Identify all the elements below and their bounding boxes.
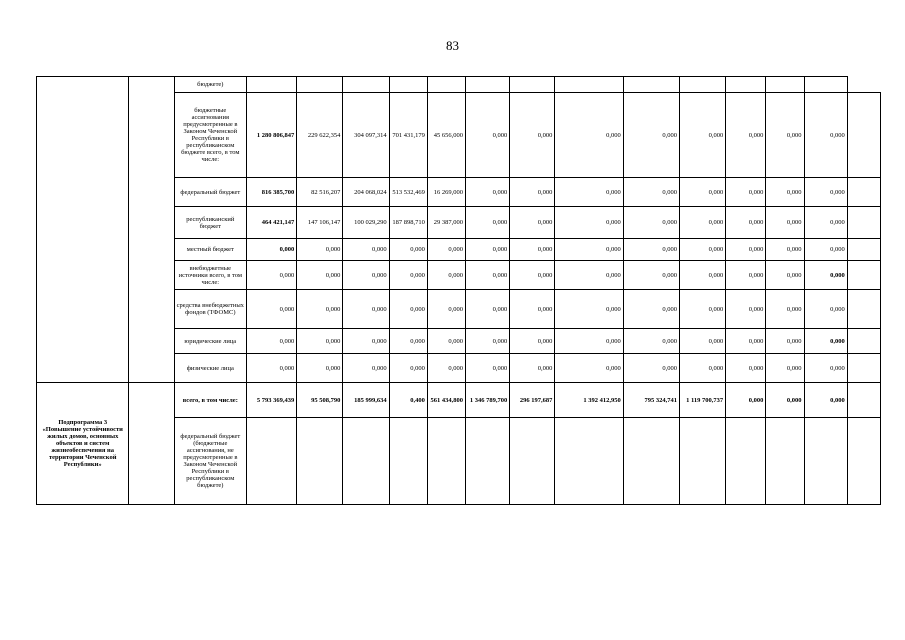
empty-cell bbox=[343, 418, 389, 505]
source-label: местный бюджет bbox=[174, 239, 246, 261]
value-cell: 0,000 bbox=[465, 93, 509, 178]
empty-cell bbox=[847, 239, 880, 261]
subprogram-title: Подпрограмма 3 «Повышение устойчивости жилых домов, основных объектов и систем жизнеобеспечения на территории Чеченской Республики» bbox=[37, 383, 129, 505]
empty-cell bbox=[246, 418, 296, 505]
value-cell: 0,000 bbox=[766, 207, 804, 239]
empty-cell bbox=[847, 329, 880, 354]
empty-cell bbox=[804, 418, 847, 505]
source-label: бюджете) bbox=[174, 77, 246, 93]
value-cell: 0,000 bbox=[804, 354, 847, 383]
value-cell: 0,000 bbox=[389, 329, 427, 354]
value-cell: 0,000 bbox=[804, 239, 847, 261]
value-cell: 187 898,710 bbox=[389, 207, 427, 239]
empty-cell bbox=[766, 418, 804, 505]
executor-cell bbox=[129, 383, 174, 505]
value-cell: 0,000 bbox=[343, 329, 389, 354]
total-cell: 464 421,147 bbox=[246, 207, 296, 239]
value-cell: 0,000 bbox=[726, 383, 766, 418]
value-cell: 0,000 bbox=[427, 239, 465, 261]
source-label: средства внебюджетных фондов (ТФОМС) bbox=[174, 290, 246, 329]
value-cell: 0,000 bbox=[726, 354, 766, 383]
empty-cell bbox=[847, 354, 880, 383]
value-cell: 561 434,800 bbox=[427, 383, 465, 418]
value-cell: 0,000 bbox=[510, 207, 555, 239]
value-cell: 0,000 bbox=[623, 239, 679, 261]
total-cell: 0,000 bbox=[246, 354, 296, 383]
value-cell: 0,000 bbox=[679, 290, 725, 329]
source-label: внебюджетные источники всего, в том числе: bbox=[174, 261, 246, 290]
empty-cell bbox=[847, 418, 880, 505]
value-cell: 0,000 bbox=[343, 354, 389, 383]
value-cell: 0,000 bbox=[726, 178, 766, 207]
value-cell: 0,400 bbox=[389, 383, 427, 418]
value-cell: 0,000 bbox=[804, 178, 847, 207]
page-number: 83 bbox=[446, 38, 459, 53]
value-cell: 795 324,741 bbox=[623, 383, 679, 418]
value-cell: 100 029,290 bbox=[343, 207, 389, 239]
value-cell: 0,000 bbox=[297, 261, 343, 290]
value-cell: 1 346 789,700 bbox=[465, 383, 509, 418]
value-cell: 0,000 bbox=[623, 207, 679, 239]
value-cell: 229 622,354 bbox=[297, 93, 343, 178]
value-cell: 0,000 bbox=[679, 354, 725, 383]
value-cell: 0,000 bbox=[679, 329, 725, 354]
value-cell: 0,000 bbox=[555, 239, 623, 261]
empty-cell bbox=[847, 207, 880, 239]
value-cell: 0,000 bbox=[297, 290, 343, 329]
value-cell: 0,000 bbox=[465, 239, 509, 261]
value-cell: 0,000 bbox=[766, 290, 804, 329]
value-cell: 0,000 bbox=[804, 290, 847, 329]
source-label: физические лица bbox=[174, 354, 246, 383]
value-cell: 0,000 bbox=[510, 261, 555, 290]
value-cell: 0,000 bbox=[623, 93, 679, 178]
value-cell: 304 097,314 bbox=[343, 93, 389, 178]
value-cell: 0,000 bbox=[623, 290, 679, 329]
value-cell: 0,000 bbox=[465, 207, 509, 239]
empty-cell bbox=[847, 178, 880, 207]
value-cell: 0,000 bbox=[623, 354, 679, 383]
source-label: всего, в том числе: bbox=[174, 383, 246, 418]
value-cell: 0,000 bbox=[623, 178, 679, 207]
value-cell: 0,000 bbox=[465, 178, 509, 207]
value-cell: 0,000 bbox=[510, 93, 555, 178]
value-cell: 0,000 bbox=[679, 261, 725, 290]
empty-cell bbox=[847, 290, 880, 329]
value-cell: 0,000 bbox=[766, 383, 804, 418]
value-cell: 1 119 700,737 bbox=[679, 383, 725, 418]
value-cell: 0,000 bbox=[510, 239, 555, 261]
empty-cell bbox=[726, 418, 766, 505]
value-cell: 0,000 bbox=[726, 329, 766, 354]
value-cell: 0,000 bbox=[555, 207, 623, 239]
value-cell: 0,000 bbox=[555, 329, 623, 354]
value-cell: 0,000 bbox=[766, 261, 804, 290]
value-cell: 0,000 bbox=[427, 354, 465, 383]
value-cell: 0,000 bbox=[766, 329, 804, 354]
value-cell: 0,000 bbox=[804, 93, 847, 178]
value-cell: 0,000 bbox=[766, 354, 804, 383]
value-cell: 0,000 bbox=[726, 93, 766, 178]
empty-cell bbox=[847, 383, 880, 418]
value-cell: 0,000 bbox=[726, 207, 766, 239]
budget-table bbox=[36, 76, 881, 505]
empty-cell bbox=[847, 261, 880, 290]
value-cell: 0,000 bbox=[679, 239, 725, 261]
value-cell: 0,000 bbox=[726, 239, 766, 261]
value-cell: 16 269,000 bbox=[427, 178, 465, 207]
value-cell: 0,000 bbox=[555, 261, 623, 290]
value-cell: 0,000 bbox=[427, 329, 465, 354]
value-cell: 204 068,024 bbox=[343, 178, 389, 207]
value-cell: 0,000 bbox=[804, 207, 847, 239]
total-cell: 0,000 bbox=[246, 261, 296, 290]
value-cell: 0,000 bbox=[343, 290, 389, 329]
source-label: бюджетные ассигнования предусмотренные в Законом Чеченской Республики в республиканском бюджете всего, в том числе: bbox=[174, 93, 246, 178]
value-cell: 296 197,687 bbox=[510, 383, 555, 418]
source-label: федеральный бюджет bbox=[174, 178, 246, 207]
value-cell: 0,000 bbox=[555, 290, 623, 329]
value-cell: 0,000 bbox=[679, 93, 725, 178]
value-cell: 0,000 bbox=[555, 354, 623, 383]
value-cell: 45 656,000 bbox=[427, 93, 465, 178]
value-cell: 0,000 bbox=[623, 329, 679, 354]
value-cell: 0,000 bbox=[510, 354, 555, 383]
empty-cell bbox=[555, 418, 623, 505]
value-cell: 1 392 412,950 bbox=[555, 383, 623, 418]
value-cell: 0,000 bbox=[555, 93, 623, 178]
total-cell: 816 385,700 bbox=[246, 178, 296, 207]
source-label: юридические лица bbox=[174, 329, 246, 354]
source-label: федеральный бюджет (бюджетные ассигнования, не предусмотренные в Законом Чеченской Республики в республиканском бюджете) bbox=[174, 418, 246, 505]
empty-cell bbox=[623, 418, 679, 505]
empty-cell bbox=[389, 418, 427, 505]
value-cell: 0,000 bbox=[679, 178, 725, 207]
value-cell: 0,000 bbox=[465, 261, 509, 290]
table-row bbox=[37, 383, 881, 418]
value-cell: 0,000 bbox=[555, 178, 623, 207]
value-cell: 701 431,179 bbox=[389, 93, 427, 178]
value-cell: 0,000 bbox=[389, 354, 427, 383]
value-cell: 0,000 bbox=[389, 290, 427, 329]
value-cell: 147 106,147 bbox=[297, 207, 343, 239]
value-cell: 0,000 bbox=[465, 290, 509, 329]
total-cell: 1 280 806,847 bbox=[246, 93, 296, 178]
value-cell: 0,000 bbox=[804, 383, 847, 418]
empty-cell bbox=[427, 418, 465, 505]
empty-cell bbox=[679, 418, 725, 505]
value-cell: 0,000 bbox=[343, 239, 389, 261]
value-cell: 0,000 bbox=[766, 93, 804, 178]
value-cell: 0,000 bbox=[726, 290, 766, 329]
value-cell: 0,000 bbox=[766, 239, 804, 261]
program-cell bbox=[37, 77, 129, 383]
table-row bbox=[37, 77, 881, 93]
value-cell: 0,000 bbox=[804, 261, 847, 290]
value-cell: 0,000 bbox=[389, 261, 427, 290]
value-cell: 0,000 bbox=[389, 239, 427, 261]
value-cell: 0,000 bbox=[427, 290, 465, 329]
empty-cell bbox=[297, 418, 343, 505]
value-cell: 82 516,207 bbox=[297, 178, 343, 207]
value-cell: 95 508,790 bbox=[297, 383, 343, 418]
total-cell: 0,000 bbox=[246, 329, 296, 354]
empty-cell bbox=[465, 418, 509, 505]
value-cell: 0,000 bbox=[297, 239, 343, 261]
value-cell: 0,000 bbox=[297, 329, 343, 354]
executor-cell bbox=[129, 77, 174, 383]
value-cell: 0,000 bbox=[510, 178, 555, 207]
total-cell: 5 793 369,439 bbox=[246, 383, 296, 418]
value-cell: 513 532,469 bbox=[389, 178, 427, 207]
value-cell: 0,000 bbox=[766, 178, 804, 207]
value-cell: 29 387,000 bbox=[427, 207, 465, 239]
value-cell: 185 999,634 bbox=[343, 383, 389, 418]
value-cell: 0,000 bbox=[623, 261, 679, 290]
source-label: республиканский бюджет bbox=[174, 207, 246, 239]
value-cell: 0,000 bbox=[804, 329, 847, 354]
value-cell: 0,000 bbox=[726, 261, 766, 290]
value-cell: 0,000 bbox=[510, 290, 555, 329]
empty-cell bbox=[510, 418, 555, 505]
value-cell: 0,000 bbox=[465, 354, 509, 383]
value-cell: 0,000 bbox=[343, 261, 389, 290]
total-cell: 0,000 bbox=[246, 239, 296, 261]
total-cell: 0,000 bbox=[246, 290, 296, 329]
value-cell: 0,000 bbox=[297, 354, 343, 383]
value-cell: 0,000 bbox=[679, 207, 725, 239]
value-cell: 0,000 bbox=[465, 329, 509, 354]
value-cell: 0,000 bbox=[427, 261, 465, 290]
empty-cell bbox=[847, 93, 880, 178]
value-cell: 0,000 bbox=[510, 329, 555, 354]
